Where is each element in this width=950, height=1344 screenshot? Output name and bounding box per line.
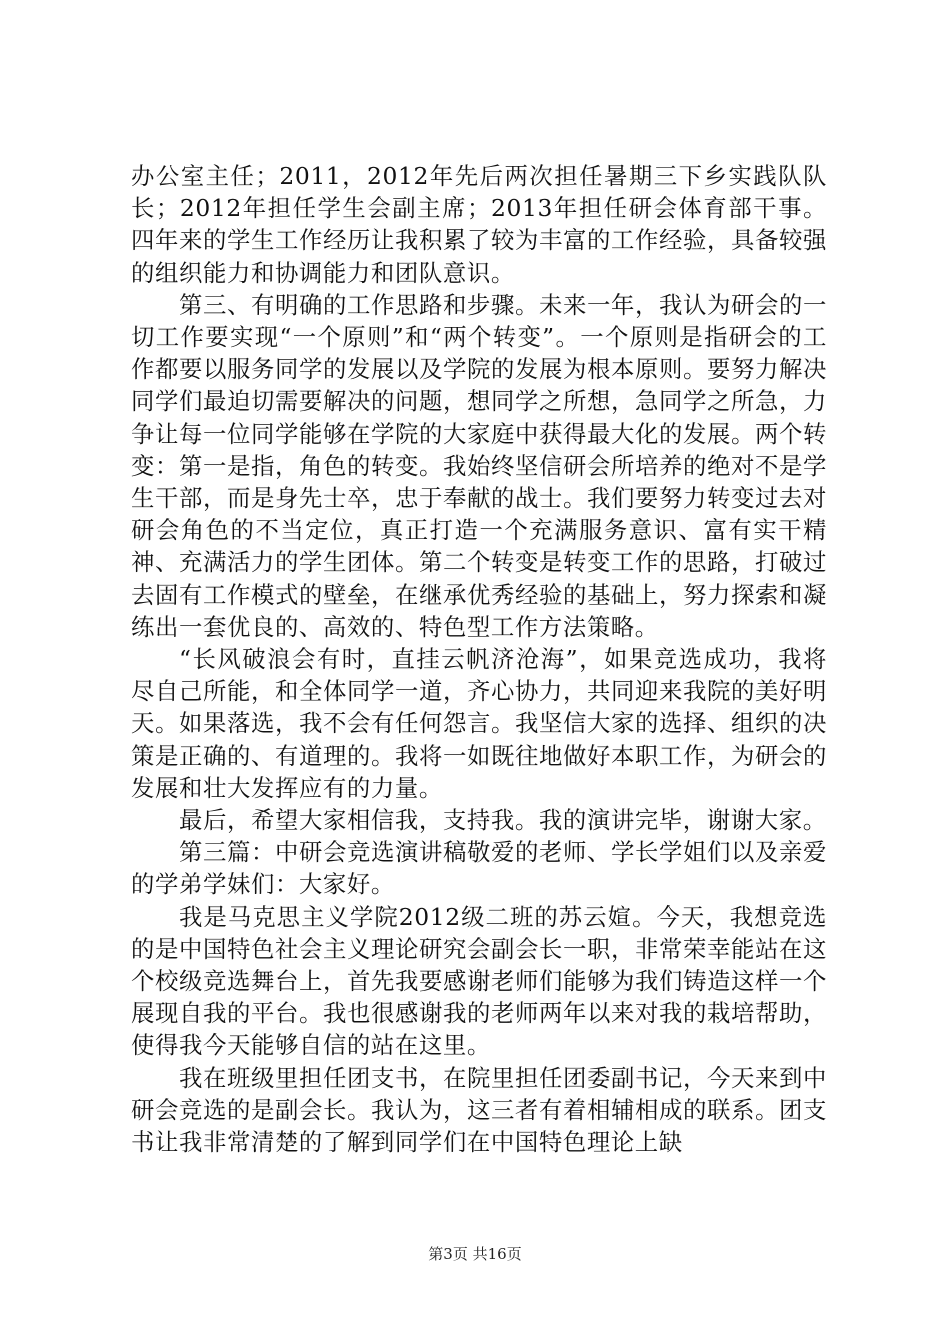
paragraph-2: 第三、有明确的工作思路和步骤。未来一年，我认为研会的一切工作要实现“一个原则”和“两个转变”。一个原则是指研会的工作都要以服务同学的发展以及学院的发展为根本原则。要努力解决同学们最迫切需要解决的问题，想同学之所想，急同学之所急，力争让每一位同学能够在学院的大家庭中获得最大化的发展。两个转变：第一是指，角色的转变。我始终坚信研会所培养的绝对不是学生干部，而是身先士卒，忠于奉献的战士。我们要努力转变过去对研会角色的不当定位，真正打造一个充满服务意识、富有实干精神、充满活力的学生团体。第二个转变是转变工作的思路，打破过去固有工作模式的壁垒，在继承优秀经验的基础上，努力探索和凝练出一套优良的、高效的、特色型工作方法策略。 [131,290,827,641]
paragraph-7: 我在班级里担任团支书，在院里担任团委副书记，今天来到中研会竞选的是副会长。我认为，这三者有着相辅相成的联系。团支书让我非常清楚的了解到同学们在中国特色理论上缺 [131,1063,827,1157]
page-number-footer: 第3页 共16页 [428,1245,522,1263]
paragraph-4: 最后，希望大家相信我，支持我。我的演讲完毕，谢谢大家。 [179,806,827,835]
paragraph-5: 第三篇：中研会竞选演讲稿敬爱的老师、学长学姐们以及亲爱的学弟学妹们：大家好。 [131,838,827,899]
paragraph-3: “长风破浪会有时，直挂云帆济沧海”，如果竞选成功，我将尽自己所能，和全体同学一道，齐心协力，共同迎来我院的美好明天。如果落选，我不会有任何怨言。我坚信大家的选择、组织的决策是正确的、有道理的。我将一如既往地做好本职工作，为研会的发展和壮大发挥应有的力量。 [131,645,827,802]
paragraph-6: 我是马克思主义学院2012级二班的苏云媗。今天，我想竞选的是中国特色社会主义理论研究会副会长一职，非常荣幸能站在这个校级竞选舞台上，首先我要感谢老师们能够为我们铸造这样一个展现自我的平台。我也很感谢我的老师两年以来对我的栽培帮助，使得我今天能够自信的站在这里。 [131,902,827,1060]
document-body [131,160,827,1158]
paragraph-1: 办公室主任；2011，2012年先后两次担任暑期三下乡实践队队长；2012年担任学生会副主席；2013年担任研会体育部干事。四年来的学生工作经历让我积累了较为丰富的工作经验，具备较强的组织能力和协调能力和团队意识。 [131,162,827,287]
